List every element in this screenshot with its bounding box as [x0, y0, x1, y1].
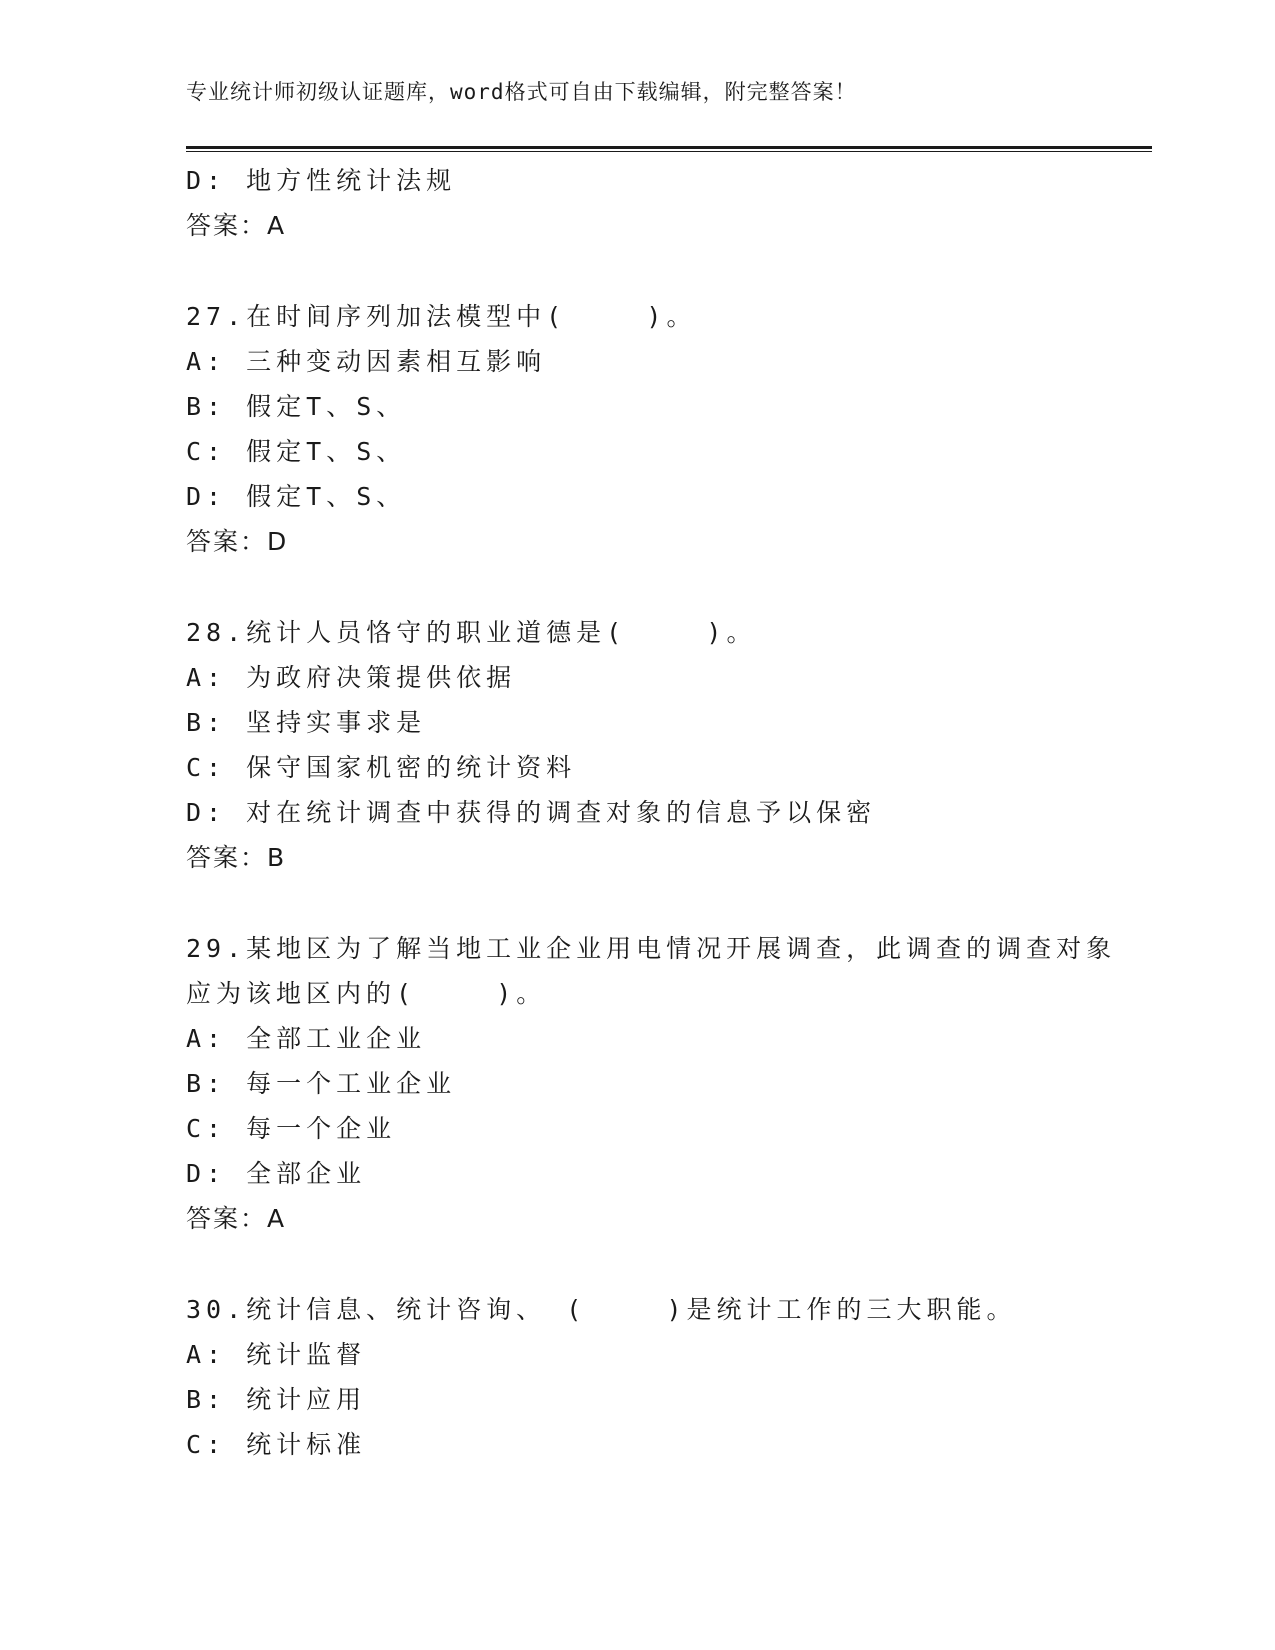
option-a: A: 统计监督 — [186, 1340, 367, 1369]
option-c: C: 假定T、S、 — [186, 437, 407, 466]
option-a: A: 全部工业企业 — [186, 1024, 427, 1053]
answer: 答案：A — [186, 1204, 287, 1233]
answer: 答案：B — [186, 843, 287, 872]
question-30-stem: 30.统计信息、统计咨询、 ( )是统计工作的三大职能。 — [186, 1295, 1017, 1324]
option-d: D: 地方性统计法规 — [186, 166, 457, 195]
option-b: B: 统计应用 — [186, 1385, 367, 1414]
option-b: B: 假定T、S、 — [186, 392, 407, 421]
option-a: A: 三种变动因素相互影响 — [186, 347, 547, 376]
header-divider — [186, 146, 1152, 153]
answer: 答案：D — [186, 527, 289, 556]
option-d: D: 全部企业 — [186, 1159, 367, 1188]
question-29-stem-continued: 应为该地区内的( )。 — [186, 979, 547, 1008]
question-29-stem: 29.某地区为了解当地工业企业用电情况开展调查，此调查的调查对象 — [186, 934, 1117, 963]
page-header: 专业统计师初级认证题库，word格式可自由下载编辑，附完整答案！ — [186, 80, 857, 104]
question-27-stem: 27.在时间序列加法模型中( )。 — [186, 302, 697, 331]
option-c: C: 统计标准 — [186, 1430, 367, 1459]
option-b: B: 每一个工业企业 — [186, 1069, 457, 1098]
question-28-stem: 28.统计人员恪守的职业道德是( )。 — [186, 618, 757, 647]
option-b: B: 坚持实事求是 — [186, 708, 427, 737]
document-body — [186, 158, 1117, 1467]
answer: 答案：A — [186, 211, 287, 240]
option-c: C: 保守国家机密的统计资料 — [186, 753, 577, 782]
option-d: D: 对在统计调查中获得的调查对象的信息予以保密 — [186, 798, 877, 827]
option-d: D: 假定T、S、 — [186, 482, 407, 511]
option-c: C: 每一个企业 — [186, 1114, 397, 1143]
option-a: A: 为政府决策提供依据 — [186, 663, 517, 692]
